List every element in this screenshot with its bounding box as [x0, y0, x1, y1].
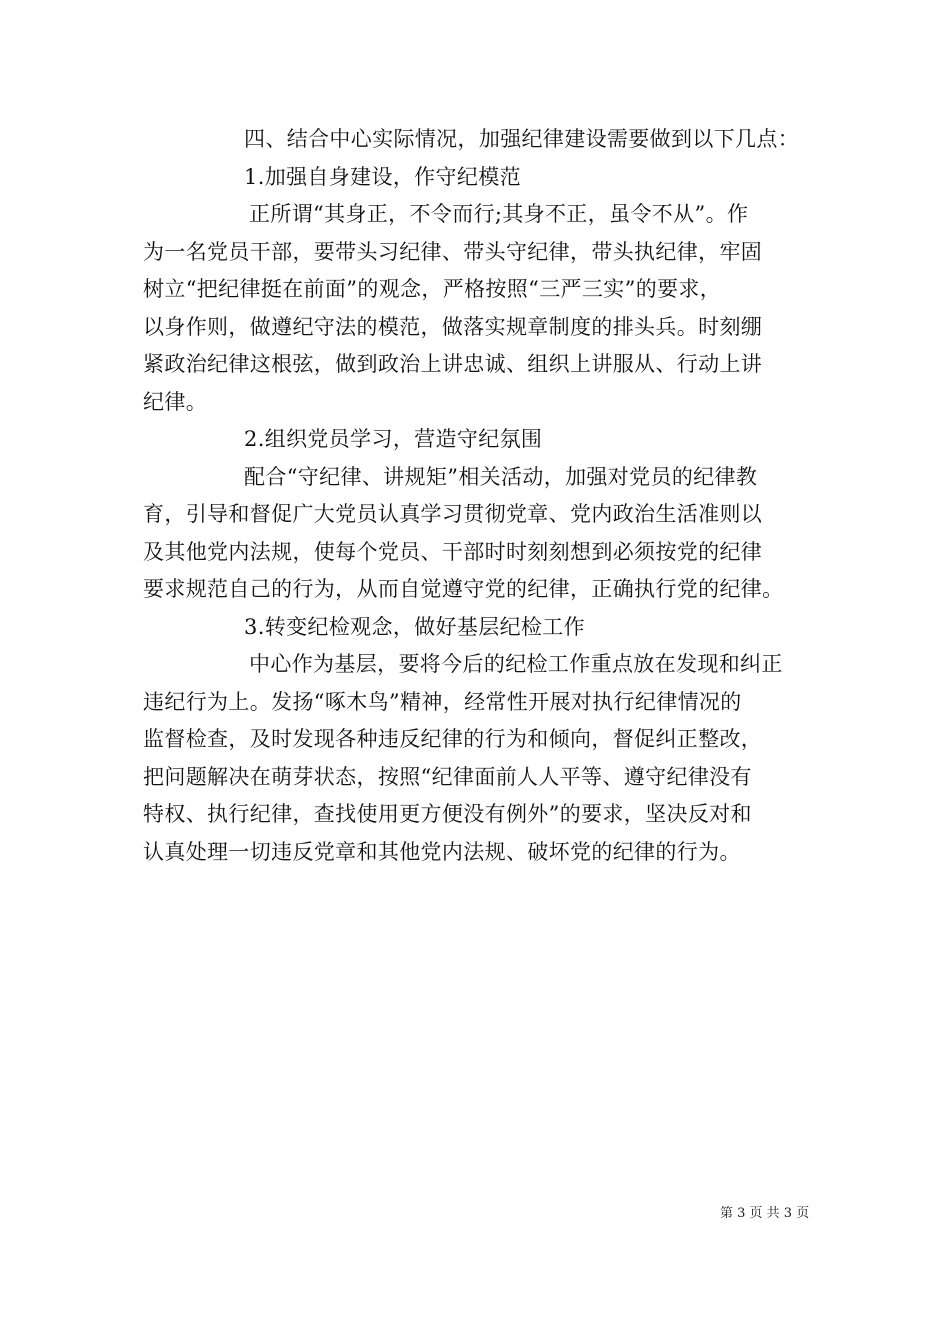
item-2-line-1: 配合“守纪律、讲规矩”相关活动，加强对党员的纪律教	[244, 464, 758, 489]
item-1-line-2: 为一名党员干部，要带头习纪律、带头守纪律，带头执纪律，牢固	[143, 239, 763, 264]
item-3-line-6: 认真处理一切违反党章和其他党内法规、破坏党的纪律的行为。	[143, 839, 741, 864]
item-1-line-1: 正所谓“其身正，不令而行;其身不正，虽令不从”。作	[249, 202, 749, 226]
item-3-line-4: 把问题解决在萌芽状态，按照“纪律面前人人平等、遵守纪律没有	[143, 764, 752, 789]
item-1-heading: 1.加强自身建设，作守纪模范	[244, 164, 521, 189]
item-2-heading: 2.组织党员学习，营造守纪氛围	[244, 427, 543, 451]
item-3-line-2: 违纪行为上。发扬“啄木鸟”精神，经常性开展对执行纪律情况的	[143, 689, 742, 714]
section-heading: 四、结合中心实际情况，加强纪律建设需要做到以下几点：	[244, 127, 800, 151]
item-3-heading: 3.转变纪检观念，做好基层纪检工作	[244, 614, 585, 639]
item-3-line-3: 监督检查，及时发现各种违反纪律的行为和倾向，督促纠正整改，	[143, 727, 763, 751]
item-2-line-2: 育，引导和督促广大党员认真学习贯彻党章、党内政治生活准则以	[143, 502, 763, 526]
item-1-line-3: 树立“把纪律挺在前面”的观念，严格按照“三严三实”的要求，	[143, 277, 722, 301]
item-1-line-5: 紧政治纪律这根弦，做到政治上讲忠诚、组织上讲服从、行动上讲	[143, 352, 763, 376]
item-2-line-3: 及其他党内法规，使每个党员、干部时时刻刻想到必须按党的纪律	[143, 539, 763, 564]
page-number: 第 3 页 共 3 页	[720, 1206, 810, 1221]
item-2-line-4: 要求规范自己的行为，从而自觉遵守党的纪律，正确执行党的纪律。	[143, 577, 784, 601]
item-3-line-5: 特权、执行纪律，查找使用更方便没有例外”的要求，坚决反对和	[143, 802, 752, 826]
item-1-line-4: 以身作则，做遵纪守法的模范，做落实规章制度的排头兵。时刻绷	[143, 314, 763, 339]
document-body	[143, 121, 809, 871]
item-3-line-1: 中心作为基层，要将今后的纪检工作重点放在发现和纠正	[249, 652, 783, 676]
item-1-line-6: 纪律。	[143, 389, 208, 414]
